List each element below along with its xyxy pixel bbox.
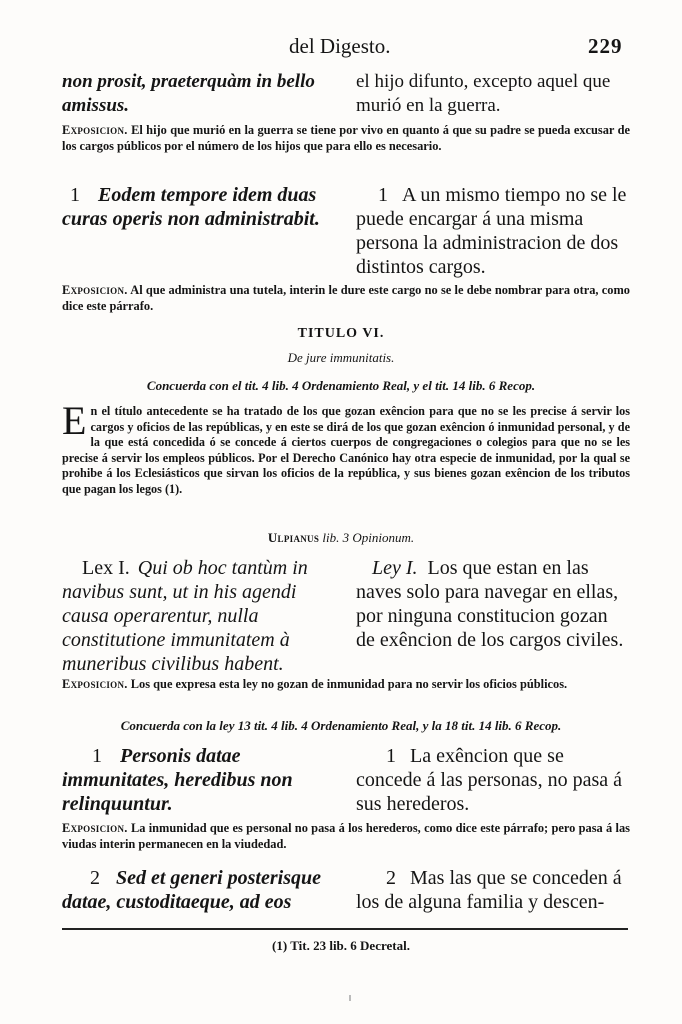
ley-heading: Ley I. — [372, 557, 418, 579]
exposicion-3 — [62, 676, 630, 692]
ley-1-spanish — [356, 556, 628, 652]
title-subtitle: De jure immunitatis. — [287, 350, 395, 365]
concordance-2: Concuerda con la ley 13 tit. 4 lib. 4 Ordenamiento Real, y la 18 tit. 14 lib. 6 Recop. — [120, 718, 562, 733]
spanish-paragraph-2 — [356, 744, 628, 816]
exposicion-label: Exposicion. — [62, 821, 128, 835]
lex-1-latin — [62, 556, 344, 676]
spanish-paragraph-3 — [356, 866, 628, 914]
exposicion-label: Exposicion. — [62, 677, 128, 691]
paragraph-number: 1 — [378, 184, 388, 206]
intro-paragraph — [62, 398, 630, 498]
running-title: del Digesto. — [289, 34, 391, 58]
lex-heading: Lex I. — [82, 557, 130, 579]
spanish-text: La exêncion que se concede á las personas, no pasa á sus herederos. — [356, 745, 622, 815]
footnote-rule — [62, 928, 628, 930]
paragraph-number: 1 — [386, 745, 396, 767]
footnote: (1) Tit. 23 lib. 6 Decretal. — [272, 938, 410, 953]
exposicion-1 — [62, 122, 630, 154]
spanish-text-continuation: el hijo difunto, excepto aquel que murió en la guerra. — [356, 71, 611, 116]
source-name: Ulpianus — [267, 530, 320, 545]
page-mark — [349, 995, 351, 1001]
exposicion-text: Los que expresa esta ley no gozan de inmunidad para no servir los oficios públicos. — [130, 677, 568, 691]
exposicion-2 — [62, 282, 630, 314]
latin-paragraph-1 — [62, 183, 344, 231]
page-number: 229 — [588, 34, 623, 58]
source-line — [0, 530, 682, 546]
spanish-paragraph-1 — [356, 183, 628, 279]
page-header — [0, 34, 682, 60]
lex-latin-text: Qui ob hoc tantùm in navibus sunt, ut in his agendi causa operarentur, nulla constitutione immunitatem à muneribus civilibus habent. — [62, 557, 308, 675]
exposicion-text: El hijo que murió en la guerra se tiene por vivo en quanto á que su padre se pueda excusar de los cargos públicos por el número de los hijos que para ello es necesario. — [62, 123, 630, 153]
exposicion-text: Al que administra una tutela, interin le dure este cargo no se le debe nombrar para otra, como dice este párrafo. — [62, 283, 630, 313]
ley-spanish-text: Los que estan en las naves solo para navegar en ellas, por ninguna constitucion gozan de exêncion de los cargos civiles. — [356, 557, 624, 651]
latin-paragraph-2 — [62, 744, 344, 816]
latin-text: Personis datae immunitates, heredibus non relinquuntur. — [62, 745, 293, 815]
paragraph-number: 1 — [70, 184, 80, 206]
exposicion-label: Exposicion. — [62, 283, 128, 297]
spanish-text: A un mismo tiempo no se le puede encargar á una misma persona la administracion de dos distintos cargos. — [356, 184, 627, 278]
latin-text: Sed et generi posterisque datae, custoditaeque, ad eos — [62, 867, 321, 913]
paragraph-number: 2 — [386, 867, 396, 889]
title-heading: TITULO VI. — [297, 326, 385, 341]
latin-text: Eodem tempore idem duas curas operis non administrabit. — [62, 184, 320, 230]
paragraph-number: 2 — [90, 867, 100, 889]
latin-text-continuation: non prosit, praeterquàm in bello amissus. — [62, 71, 315, 116]
spanish-text: Mas las que se conceden á los de alguna familia y descen- — [356, 867, 622, 913]
drop-cap: E — [62, 398, 87, 443]
intro-text: n el título antecedente se ha tratado de los que gozan exêncion para que no se les precise á servir los cargos y oficios de las repúblicas, y en este se dirá de los que gozan exêncion ó inmunidad personal, y de la que está concedida ó se concede á ciertos cuerpos de congregaciones o colegios para que no se les precise á servir los empleos públicos. Por el Derecho Canónico hay otra especie de inmunidad, por la qual se prohibe á los Eclesiásticos que sirvan los oficios de la república, y sus bienes gozan exêncion de los tributos que pagan los legos (1). — [62, 404, 630, 496]
exposicion-text: La inmunidad que es personal no pasa á los herederos, como dice este párrafo; pero pasa á las viudas interin permanecen en la viudedad. — [62, 821, 630, 851]
source-ref: lib. 3 Opinionum. — [322, 530, 415, 545]
exposicion-4 — [62, 820, 630, 852]
title-concordance: Concuerda con el tit. 4 lib. 4 Ordenamiento Real, y el tit. 14 lib. 6 Recop. — [146, 378, 536, 393]
exposicion-label: Exposicion. — [62, 123, 128, 137]
latin-paragraph-3 — [62, 866, 344, 914]
paragraph-number: 1 — [92, 745, 102, 767]
